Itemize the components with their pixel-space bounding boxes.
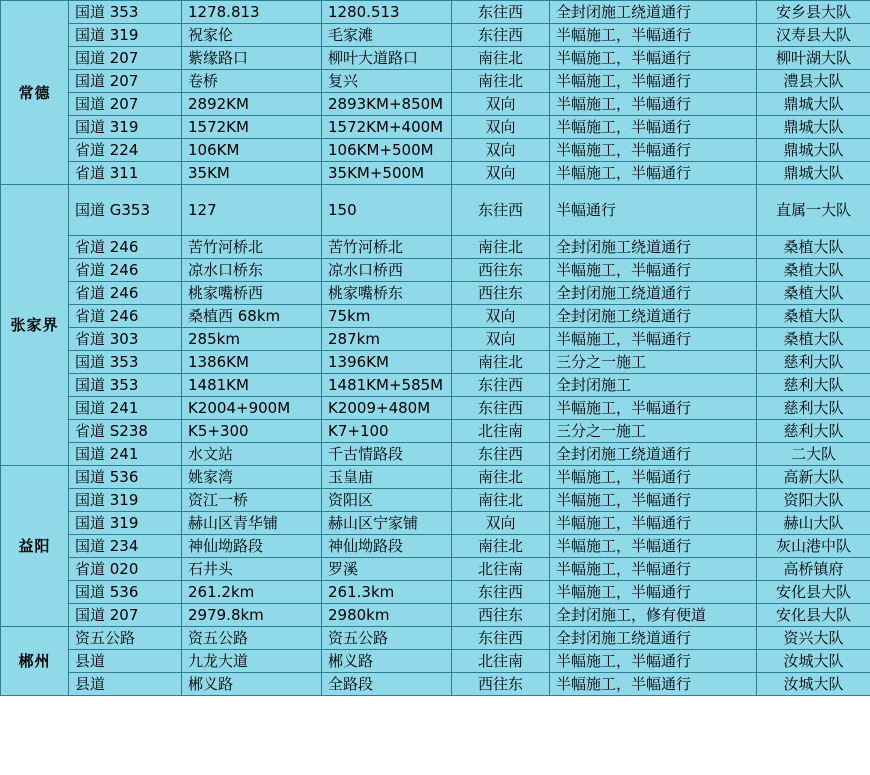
start-point-cell: 1278.813	[182, 1, 322, 24]
table-row	[1, 466, 870, 489]
unit-cell: 汉寿县大队	[757, 24, 870, 47]
end-point-cell: 1280.513	[322, 1, 452, 24]
road-cell: 国道 241	[69, 397, 182, 420]
end-point-cell: 赫山区宁家铺	[322, 512, 452, 535]
end-point-cell: K7+100	[322, 420, 452, 443]
road-cell: 国道 207	[69, 70, 182, 93]
region-cell: 常德	[1, 1, 69, 185]
direction-cell: 双向	[452, 305, 550, 328]
road-cell: 县道	[69, 673, 182, 696]
table-row	[1, 351, 870, 374]
table-row	[1, 627, 870, 650]
unit-cell: 慈利大队	[757, 351, 870, 374]
start-point-cell: 106KM	[182, 139, 322, 162]
road-cell: 国道 G353	[69, 185, 182, 236]
unit-cell: 慈利大队	[757, 397, 870, 420]
construction-mode-cell: 全封闭施工，修有便道	[550, 604, 757, 627]
start-point-cell: 神仙坳路段	[182, 535, 322, 558]
construction-mode-cell: 半幅施工，半幅通行	[550, 70, 757, 93]
construction-mode-cell: 半幅施工，半幅通行	[550, 650, 757, 673]
start-point-cell: 苦竹河桥北	[182, 236, 322, 259]
construction-mode-cell: 三分之一施工	[550, 351, 757, 374]
road-cell: 省道 020	[69, 558, 182, 581]
road-cell: 县道	[69, 650, 182, 673]
start-point-cell: 凉水口桥东	[182, 259, 322, 282]
road-cell: 国道 207	[69, 47, 182, 70]
road-cell: 省道 246	[69, 236, 182, 259]
end-point-cell: 苦竹河桥北	[322, 236, 452, 259]
unit-cell: 桑植大队	[757, 259, 870, 282]
construction-mode-cell: 半幅施工，半幅通行	[550, 24, 757, 47]
start-point-cell: 桑植西 68km	[182, 305, 322, 328]
direction-cell: 双向	[452, 512, 550, 535]
unit-cell: 桑植大队	[757, 328, 870, 351]
unit-cell: 灰山港中队	[757, 535, 870, 558]
road-cell: 国道 536	[69, 581, 182, 604]
start-point-cell: 石井头	[182, 558, 322, 581]
construction-mode-cell: 半幅施工，半幅通行	[550, 581, 757, 604]
table-row	[1, 24, 870, 47]
road-cell: 国道 353	[69, 351, 182, 374]
direction-cell: 南往北	[452, 236, 550, 259]
unit-cell: 鼎城大队	[757, 162, 870, 185]
end-point-cell: 资五公路	[322, 627, 452, 650]
end-point-cell: 2893KM+850M	[322, 93, 452, 116]
end-point-cell: 毛家滩	[322, 24, 452, 47]
unit-cell: 桑植大队	[757, 305, 870, 328]
end-point-cell: 罗溪	[322, 558, 452, 581]
table-row	[1, 185, 870, 236]
construction-mode-cell: 半幅施工，半幅通行	[550, 512, 757, 535]
unit-cell: 桑植大队	[757, 282, 870, 305]
unit-cell: 慈利大队	[757, 374, 870, 397]
direction-cell: 南往北	[452, 535, 550, 558]
start-point-cell: 姚家湾	[182, 466, 322, 489]
end-point-cell: 35KM+500M	[322, 162, 452, 185]
direction-cell: 双向	[452, 93, 550, 116]
direction-cell: 东往西	[452, 24, 550, 47]
end-point-cell: 千古情路段	[322, 443, 452, 466]
start-point-cell: 水文站	[182, 443, 322, 466]
start-point-cell: 1572KM	[182, 116, 322, 139]
road-cell: 国道 319	[69, 489, 182, 512]
construction-mode-cell: 半幅施工，半幅通行	[550, 489, 757, 512]
start-point-cell: 35KM	[182, 162, 322, 185]
road-cell: 省道 246	[69, 259, 182, 282]
construction-mode-cell: 全封闭施工绕道通行	[550, 627, 757, 650]
end-point-cell: 287km	[322, 328, 452, 351]
construction-mode-cell: 半幅施工，半幅通行	[550, 673, 757, 696]
start-point-cell: 261.2km	[182, 581, 322, 604]
construction-mode-cell: 半幅施工，半幅通行	[550, 466, 757, 489]
construction-mode-cell: 半幅施工，半幅通行	[550, 139, 757, 162]
direction-cell: 南往北	[452, 489, 550, 512]
table-row	[1, 535, 870, 558]
road-cell: 国道 353	[69, 1, 182, 24]
start-point-cell: K5+300	[182, 420, 322, 443]
table-row	[1, 70, 870, 93]
direction-cell: 东往西	[452, 627, 550, 650]
unit-cell: 安化县大队	[757, 581, 870, 604]
road-cell: 省道 303	[69, 328, 182, 351]
road-cell: 省道 311	[69, 162, 182, 185]
table-row	[1, 116, 870, 139]
table-row	[1, 1, 870, 24]
start-point-cell: 285km	[182, 328, 322, 351]
unit-cell: 桑植大队	[757, 236, 870, 259]
table-row	[1, 374, 870, 397]
table-row	[1, 512, 870, 535]
construction-mode-cell: 半幅通行	[550, 185, 757, 236]
construction-mode-cell: 三分之一施工	[550, 420, 757, 443]
start-point-cell: 2892KM	[182, 93, 322, 116]
construction-mode-cell: 半幅施工，半幅通行	[550, 535, 757, 558]
construction-mode-cell: 全封闭施工绕道通行	[550, 305, 757, 328]
unit-cell: 资兴大队	[757, 627, 870, 650]
road-cell: 国道 234	[69, 535, 182, 558]
direction-cell: 东往西	[452, 374, 550, 397]
table-row	[1, 328, 870, 351]
direction-cell: 南往北	[452, 466, 550, 489]
unit-cell: 二大队	[757, 443, 870, 466]
table-row	[1, 236, 870, 259]
road-cell: 国道 207	[69, 93, 182, 116]
construction-mode-cell: 全封闭施工绕道通行	[550, 282, 757, 305]
direction-cell: 东往西	[452, 581, 550, 604]
unit-cell: 汝城大队	[757, 650, 870, 673]
unit-cell: 澧县大队	[757, 70, 870, 93]
table-row	[1, 489, 870, 512]
direction-cell: 西往东	[452, 282, 550, 305]
region-cell: 益阳	[1, 466, 69, 627]
road-cell: 国道 319	[69, 512, 182, 535]
direction-cell: 双向	[452, 139, 550, 162]
construction-mode-cell: 全封闭施工绕道通行	[550, 443, 757, 466]
end-point-cell: 75km	[322, 305, 452, 328]
unit-cell: 慈利大队	[757, 420, 870, 443]
end-point-cell: 2980km	[322, 604, 452, 627]
direction-cell: 西往东	[452, 604, 550, 627]
direction-cell: 南往北	[452, 351, 550, 374]
end-point-cell: 261.3km	[322, 581, 452, 604]
construction-mode-cell: 全封闭施工绕道通行	[550, 236, 757, 259]
direction-cell: 西往东	[452, 673, 550, 696]
direction-cell: 东往西	[452, 443, 550, 466]
start-point-cell: 资五公路	[182, 627, 322, 650]
road-cell: 省道 246	[69, 305, 182, 328]
unit-cell: 柳叶湖大队	[757, 47, 870, 70]
table-row	[1, 47, 870, 70]
end-point-cell: 1396KM	[322, 351, 452, 374]
road-cell: 省道 S238	[69, 420, 182, 443]
road-cell: 省道 224	[69, 139, 182, 162]
road-cell: 国道 241	[69, 443, 182, 466]
unit-cell: 汝城大队	[757, 673, 870, 696]
direction-cell: 北往南	[452, 558, 550, 581]
construction-mode-cell: 半幅施工，半幅通行	[550, 397, 757, 420]
table-row	[1, 162, 870, 185]
direction-cell: 南往北	[452, 70, 550, 93]
direction-cell: 西往东	[452, 259, 550, 282]
construction-mode-cell: 半幅施工，半幅通行	[550, 116, 757, 139]
table-row	[1, 305, 870, 328]
start-point-cell: 郴义路	[182, 673, 322, 696]
table-row	[1, 93, 870, 116]
end-point-cell: K2009+480M	[322, 397, 452, 420]
road-cell: 省道 246	[69, 282, 182, 305]
table-row	[1, 558, 870, 581]
road-cell: 国道 536	[69, 466, 182, 489]
start-point-cell: 1386KM	[182, 351, 322, 374]
construction-mode-cell: 半幅施工，半幅通行	[550, 93, 757, 116]
start-point-cell: 卷桥	[182, 70, 322, 93]
construction-mode-cell: 半幅施工，半幅通行	[550, 162, 757, 185]
unit-cell: 鼎城大队	[757, 93, 870, 116]
end-point-cell: 桃家嘴桥东	[322, 282, 452, 305]
start-point-cell: 资江一桥	[182, 489, 322, 512]
direction-cell: 北往南	[452, 420, 550, 443]
table-row	[1, 397, 870, 420]
end-point-cell: 凉水口桥西	[322, 259, 452, 282]
direction-cell: 双向	[452, 116, 550, 139]
region-cell: 张家界	[1, 185, 69, 466]
direction-cell: 东往西	[452, 397, 550, 420]
table-row	[1, 420, 870, 443]
direction-cell: 双向	[452, 328, 550, 351]
road-cell: 国道 207	[69, 604, 182, 627]
end-point-cell: 150	[322, 185, 452, 236]
road-cell: 国道 353	[69, 374, 182, 397]
start-point-cell: K2004+900M	[182, 397, 322, 420]
start-point-cell: 桃家嘴桥西	[182, 282, 322, 305]
unit-cell: 高桥镇府	[757, 558, 870, 581]
construction-mode-cell: 半幅施工，半幅通行	[550, 328, 757, 351]
end-point-cell: 复兴	[322, 70, 452, 93]
unit-cell: 鼎城大队	[757, 139, 870, 162]
construction-mode-cell: 半幅施工，半幅通行	[550, 259, 757, 282]
direction-cell: 北往南	[452, 650, 550, 673]
table-row	[1, 650, 870, 673]
road-cell: 国道 319	[69, 116, 182, 139]
start-point-cell: 赫山区青华铺	[182, 512, 322, 535]
table-row	[1, 581, 870, 604]
end-point-cell: 玉皇庙	[322, 466, 452, 489]
start-point-cell: 九龙大道	[182, 650, 322, 673]
construction-mode-cell: 半幅施工，半幅通行	[550, 558, 757, 581]
start-point-cell: 1481KM	[182, 374, 322, 397]
direction-cell: 东往西	[452, 1, 550, 24]
table-row	[1, 282, 870, 305]
end-point-cell: 106KM+500M	[322, 139, 452, 162]
start-point-cell: 127	[182, 185, 322, 236]
region-cell: 郴州	[1, 627, 69, 696]
unit-cell: 资阳大队	[757, 489, 870, 512]
direction-cell: 南往北	[452, 47, 550, 70]
start-point-cell: 紫缘路口	[182, 47, 322, 70]
end-point-cell: 郴义路	[322, 650, 452, 673]
direction-cell: 东往西	[452, 185, 550, 236]
end-point-cell: 神仙坳路段	[322, 535, 452, 558]
unit-cell: 安化县大队	[757, 604, 870, 627]
table-row	[1, 673, 870, 696]
end-point-cell: 资阳区	[322, 489, 452, 512]
direction-cell: 双向	[452, 162, 550, 185]
unit-cell: 赫山大队	[757, 512, 870, 535]
start-point-cell: 祝家伦	[182, 24, 322, 47]
end-point-cell: 全路段	[322, 673, 452, 696]
table-row	[1, 604, 870, 627]
unit-cell: 安乡县大队	[757, 1, 870, 24]
construction-mode-cell: 全封闭施工绕道通行	[550, 1, 757, 24]
construction-mode-cell: 半幅施工，半幅通行	[550, 47, 757, 70]
unit-cell: 直属一大队	[757, 185, 870, 236]
end-point-cell: 1481KM+585M	[322, 374, 452, 397]
unit-cell: 高新大队	[757, 466, 870, 489]
unit-cell: 鼎城大队	[757, 116, 870, 139]
road-cell: 资五公路	[69, 627, 182, 650]
end-point-cell: 柳叶大道路口	[322, 47, 452, 70]
construction-mode-cell: 全封闭施工	[550, 374, 757, 397]
table-row	[1, 259, 870, 282]
table-row	[1, 443, 870, 466]
table-row	[1, 139, 870, 162]
road-cell: 国道 319	[69, 24, 182, 47]
start-point-cell: 2979.8km	[182, 604, 322, 627]
end-point-cell: 1572KM+400M	[322, 116, 452, 139]
